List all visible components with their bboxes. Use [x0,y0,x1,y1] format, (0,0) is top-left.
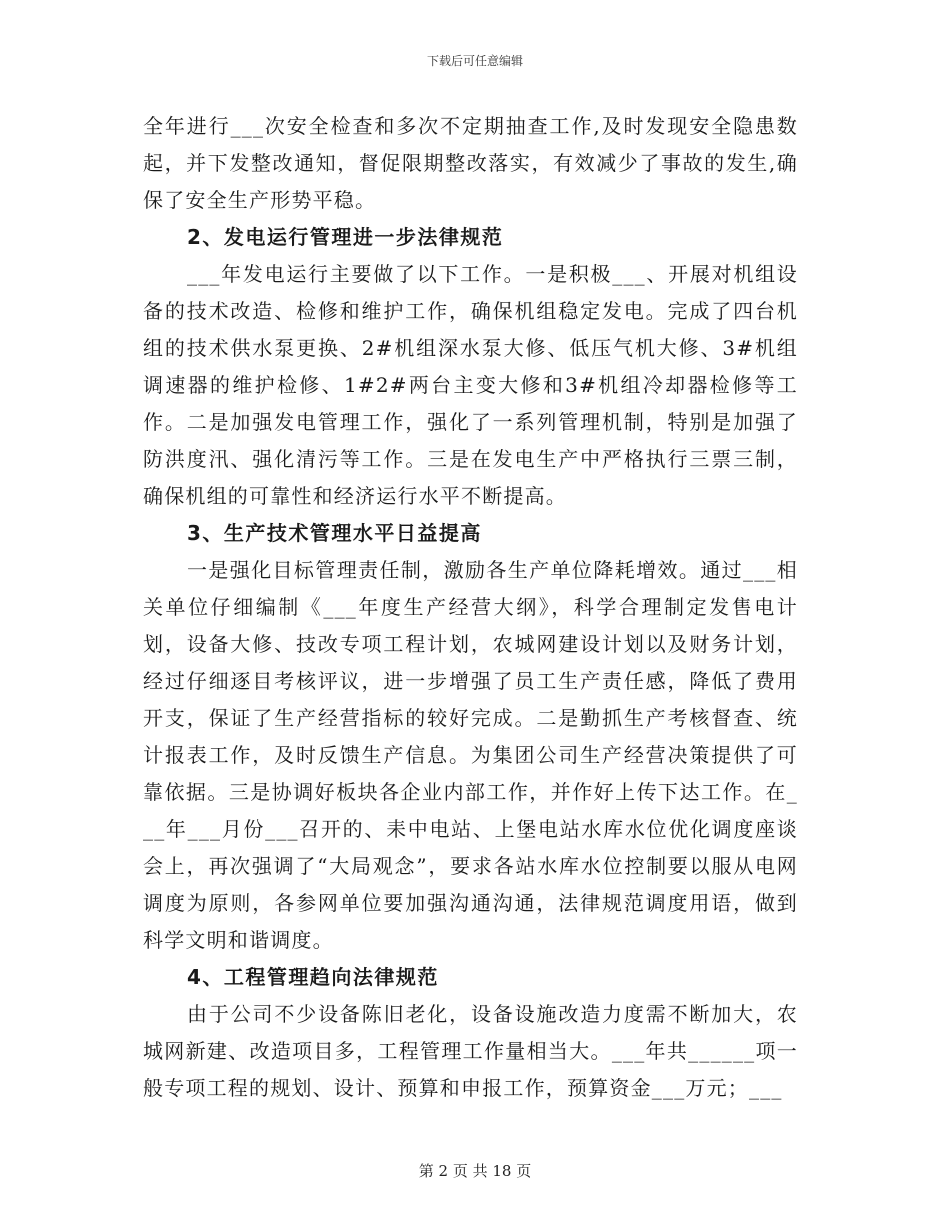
paragraph-production-technology: 一是强化目标管理责任制，激励各生产单位降耗增效。通过___相关单位仔细编制《___年度生产经营大纲》，科学合理制定发售电计划，设备大修、技改专项工程计划，农城网建设计划以及财务计划，经过仔细逐目考核评议，进一步增强了员工生产责任感，降低了费用开支，保证了生产经营指标的较好完成。二是勤抓生产考核督查、统计报表工作，及时反馈生产信息。为集团公司生产经营决策提供了可靠依据。三是协调好板块各企业内部工作，并作好上传下达工作。在___年___月份___召开的、耒中电站、上堡电站水库水位优化调度座谈会上，再次强调了“大局观念”，要求各站水库水位控制要以服从电网调度为原则，各参网单位要加强沟通沟通，法律规范调度用语，做到科学文明和谐调度。 [143,558,798,952]
section-heading-3: 3、生产技术管理水平日益提高 [187,521,482,545]
paragraph-safety-inspection: 全年进行___次安全检查和多次不定期抽查工作,及时发现安全隐患数起，并下发整改通知，督促限期整改落实，有效减少了事故的发生,确保了安全生产形势平稳。 [143,114,798,212]
page-header: 下载后可任意编辑 [426,54,523,68]
paragraph-engineering-management: 由于公司不少设备陈旧老化，设备设施改造力度需不断加大，农城网新建、改造项目多，工程管理工作量相当大。___年共______项一般专项工程的规划、设计、预算和申报工作，预算资金___万元；___ [143,1002,798,1100]
paragraph-power-generation: ___年发电运行主要做了以下工作。一是积极___、开展对机组设备的技术改造、检修和维护工作，确保机组稳定发电。完成了四台机组的技术供水泵更换、2#机组深水泵大修、低压气机大修、3#机组调速器的维护检修、1#2#两台主变大修和3#机组冷却器检修等工作。二是加强发电管理工作，强化了一系列管理机制，特别是加强了防洪度汛、强化清污等工作。三是在发电生产中严格执行三票三制，确保机组的可靠性和经济运行水平不断提高。 [143,262,798,508]
page-footer: 第 2 页 共 18 页 [418,1162,532,1180]
section-heading-4: 4、工程管理趋向法律规范 [187,965,439,989]
document-body [143,108,798,1107]
section-heading-2: 2、发电运行管理进一步法律规范 [187,225,504,249]
